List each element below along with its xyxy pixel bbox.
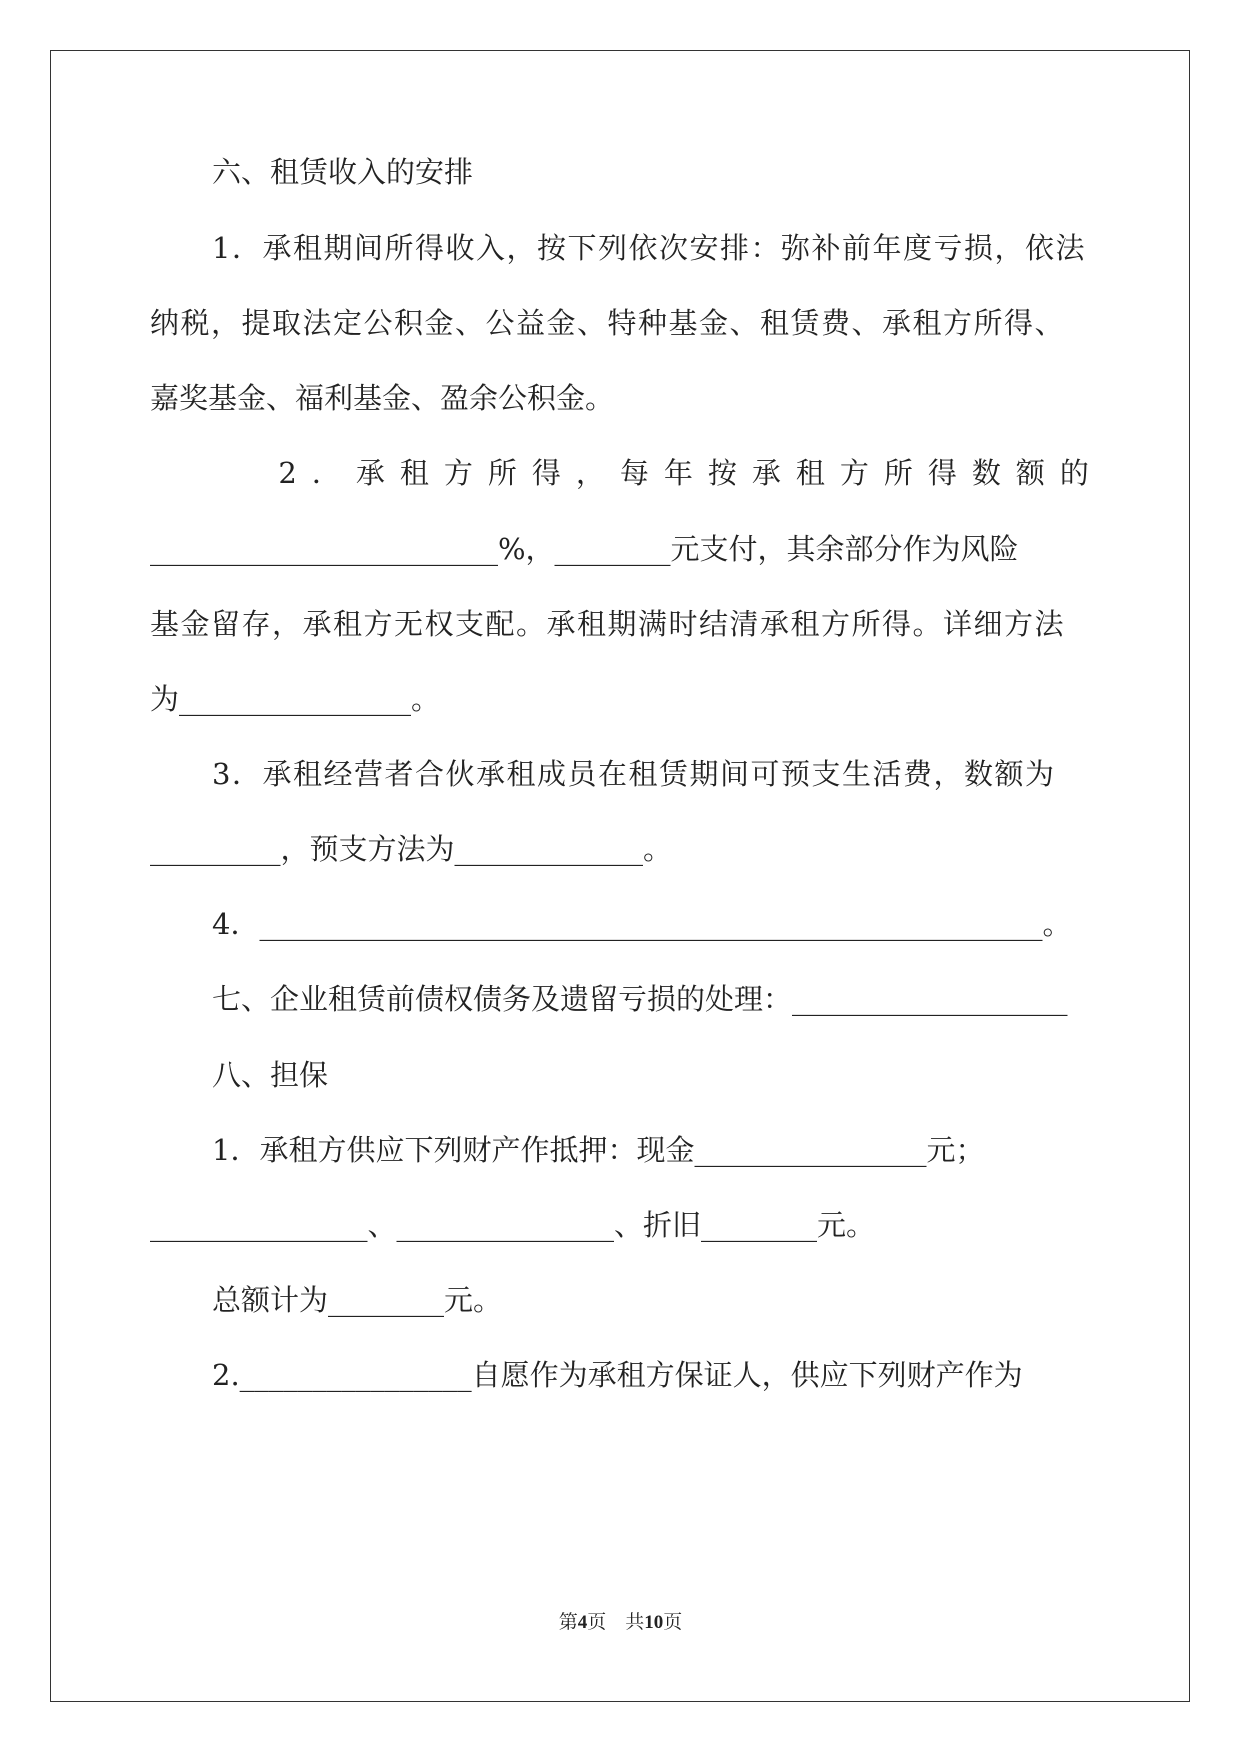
paragraph-line: _________，预支方法为_____________。	[150, 832, 673, 866]
page-number-footer	[0, 1607, 1241, 1634]
current-page: 4	[577, 1612, 588, 1633]
paragraph-line: 1．承租方供应下列财产作抵押：现金________________元；	[212, 1133, 985, 1167]
paragraph-line: 总额计为________元。	[212, 1283, 503, 1317]
paragraph-line: 3．承租经营者合伙承租成员在租赁期间可预支生活费，数额为	[212, 757, 1056, 791]
total-pages: 10	[644, 1612, 664, 1633]
paragraph-line: 基金留存，承租方无权支配。承租期满时结清承租方所得。详细方法	[150, 607, 1066, 641]
section-heading-6: 六、租赁收入的安排	[212, 155, 474, 189]
paragraph-line: 纳税，提取法定公积金、公益金、特种基金、租赁费、承租方所得、	[150, 306, 1066, 340]
page-label-suffix: 页	[663, 1612, 683, 1633]
section-heading-7: 七、企业租赁前债权债务及遗留亏损的处理：___________________	[212, 982, 1068, 1016]
paragraph-line: 2.________________自愿作为承租方保证人，供应下列财产作为	[212, 1358, 1023, 1392]
page-label-prefix: 第	[558, 1612, 578, 1633]
paragraph-line: 嘉奖基金、福利基金、盈余公积金。	[150, 381, 615, 415]
paragraph-line: 2．承租方所得，每年按承租方所得数额的	[230, 456, 1104, 490]
section-heading-8: 八、担保	[212, 1058, 329, 1092]
paragraph-line: ________________________%，________元支付，其余部分作为风险	[150, 532, 1019, 566]
paragraph-line: 1．承租期间所得收入，按下列依次安排：弥补前年度亏损，依法	[212, 231, 1086, 265]
paragraph-line: 4．______________________________________________________。	[212, 907, 1072, 941]
page-label-mid: 页 共	[587, 1612, 645, 1633]
page-border	[50, 50, 1190, 1702]
paragraph-line: 为________________。	[150, 682, 441, 716]
paragraph-line: _______________、_______________、折旧________元。	[150, 1208, 876, 1242]
